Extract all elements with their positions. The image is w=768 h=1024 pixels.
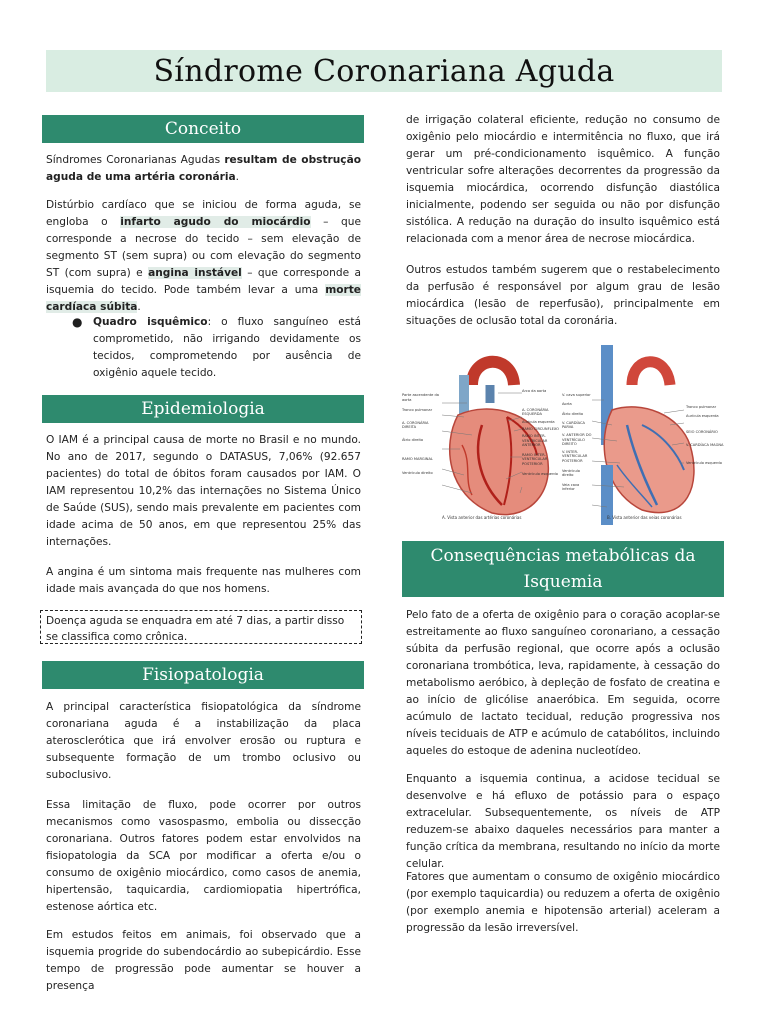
section-heading-fisiopatologia: Fisiopatologia [42, 661, 364, 689]
figure-label: A. CORONÁRIA ESQUERDA [522, 407, 549, 417]
text-segment: . [235, 171, 240, 183]
labels-a-right [522, 389, 564, 476]
text-segment: – que corresponde a necrose do tecido – sem elevação de segmento ST (sem supra) ou com elevação do segmento ST (com supra) e [46, 216, 361, 279]
section-heading-consequencias: Consequências metabólicas da Isquemia [402, 541, 724, 597]
figure-label: V. CARDÍACA MAGNA [686, 442, 724, 447]
figure-label: Ventrículo direito [402, 471, 433, 476]
conceito-bullet-item [93, 314, 361, 382]
figure-label: Ventrículo esquerdo [686, 461, 722, 466]
text-segment: Síndromes Coronarianas Agudas [46, 154, 225, 166]
figure-label: V. INTER-VENTRICULAR POSTERIOR [562, 449, 588, 463]
note-text: Doença aguda se enquadra em até 7 dias, a partir disso se classifica como crônica. [46, 615, 345, 643]
labels-b-left [562, 393, 592, 492]
highlight-angina: angina instável [148, 267, 242, 279]
figure-label: RAMO INTER-VENTRICULAR ANTERIOR [522, 433, 548, 448]
bullet-dot: ● [72, 315, 83, 329]
conceito-paragraph-1 [46, 152, 361, 186]
epidemiologia-paragraph-1: O IAM é a principal causa de morte no Brasil e no mundo. No ano de 2017, segundo o DATASUS, 7,06% (92.657 pacientes) do total de óbitos foram causados por IAM. O IAM representou 10,2% das internações no Sistema Único de Saúde (SUS), sendo mais prevalente em pacientes com idade acima de 50 anos, em que representou 25% das internações. [46, 434, 361, 548]
section-heading-epidemiologia: Epidemiologia [42, 395, 364, 423]
consequencias-paragraph-1: Pelo fato de a oferta de oxigênio para o coração acoplar-se estreitamente ao fluxo sanguíneo coronariano, a cessação súbita da perfusão regional, que ocorre após a oclusão coronariana trombótica, leva, rapidamente, à cessação do metabolismo aeróbico, à depleção de fosfato de creatina e ao início de glicólise anaeróbica. Em seguida, ocorre acúmulo de lactato tecidual, redução progressiva nos níveis teciduais de ATP e acúmulo de catabólitos, incluindo aqueles do estoque de adenina nucleotídeo. [406, 609, 720, 757]
figure-label: Aorta [562, 401, 572, 406]
figure-label: Parte ascendente da aorta [402, 393, 440, 402]
section-heading-conceito: Conceito [42, 115, 364, 143]
figure-caption-b: B. Vista anterior das veias coronárias [607, 515, 682, 520]
highlight-infarto: infarto agudo do miocárdio [120, 216, 311, 228]
epidemiologia-paragraph-2: A angina é um sintoma mais frequente nas mulheres com idade mais avançada do que nos homens. [46, 566, 361, 595]
figure-label: Ventrículo esquerdo [522, 471, 558, 476]
text-segment: – que corresponde a isquemia do tecido. Pode também levar a uma [46, 267, 361, 296]
figure-label: RAMO MARGINAL [402, 456, 433, 461]
fisiopatologia-paragraph-1: A principal característica fisiopatológica da síndrome coronariana aguda é a instabilização da placa aterosclerótica que irá envolver erosão ou ruptura e subsequente formação de um trombo oclusivo ou suboclusivo. [46, 701, 361, 781]
fisiopatologia-paragraph-5: Outros estudos também sugerem que o restabelecimento da perfusão é responsável por algum grau de lesão miocárdica (lesão de reperfusão), principalmente em situações de oclusão total da coronária. [406, 264, 720, 327]
labels-b-right [686, 405, 724, 466]
consequencias-paragraph-2: Enquanto a isquemia continua, a acidose tecidual se desenvolve e há efluxo de potássio para o espaço extracelular. Subsequentemente, os níveis de ATP reduzem-se abaixo daqueles necessários para manter a função crítica da membrana, resultando no início da morte celular. [406, 773, 720, 870]
figure-label: SEIO CORONÁRIO [686, 430, 718, 435]
figure-label: RAMO CIRCUNFLEXO [522, 427, 559, 432]
figure-caption-a: A. Vista anterior das artérias coronárias [442, 515, 522, 520]
heart-anatomy-figure [402, 345, 724, 525]
figure-label: Tronco pulmonar [686, 405, 717, 409]
text-segment: : o fluxo sanguíneo está comprometido, não irrigando devidamente os tecidos, comprometendo por ausência de oxigênio aquele tecido. [93, 316, 361, 379]
figure-label: Átrio direito [402, 437, 424, 442]
title-banner [46, 50, 722, 92]
page-title: Síndrome Coronariana Aguda [153, 53, 615, 89]
text-segment: Distúrbio cardíaco que se iniciou de forma aguda, se engloba o [46, 199, 361, 228]
conceito-paragraph-2 [46, 197, 361, 316]
heart-veins-drawing [604, 345, 694, 525]
highlight-morte-subita: morte cardíaca súbita [46, 284, 361, 313]
figure-label: Átrio direito [562, 412, 584, 417]
figure-label: V. cava superior [562, 393, 591, 397]
figure-label: V. CARDÍACA PARVA [562, 420, 585, 430]
figure-label: Ventrículo direito [562, 468, 581, 478]
figure-label: Veia cava inferior [562, 482, 580, 492]
text-segment: . [137, 301, 141, 313]
figure-label: V. ANTERIOR DO VENTRÍCULO DIREITO [562, 432, 592, 447]
figure-label: Arco da aorta [522, 389, 547, 393]
labels-a-left [402, 393, 442, 476]
fisiopatologia-paragraph-4: de irrigação colateral eficiente, redução no consumo de oxigênio pelo miocárdio e intermitência no fluxo, que irá gerar um pré-condicionamento isquêmico. A função ventricular sofre alterações decorrentes da progressão da isquemia miocárdica, ocorrendo disfunção diastólica inicialmente, podendo ser seguida ou não por disfunção sistólica. A redução na duração do insulto isquêmico está relacionada com a menor área de necrose miocárdica. [406, 114, 720, 245]
fisiopatologia-paragraph-3: Em estudos feitos em animais, foi observado que a isquemia progride do subendocárdio ao subepicárdio. Esse tempo de progressão pode aumentar se houver a presença [46, 929, 361, 992]
fisiopatologia-paragraph-2: Essa limitação de fluxo, pode ocorrer por outros mecanismos como vasospasmo, embolia ou dissecção coronariana. Outros fatores podem estar envolvidos na fisiopatologia da SCA por modificar a oferta e/ou o consumo de oxigênio miocárdico, como casos de anemia, hipertensão, taquicardia, cardiomiopatia hipertrófica, estenose aórtica etc. [46, 799, 361, 913]
note-box [40, 610, 362, 644]
figure-label: RAMO INTER-VENTRICULAR POSTERIOR [522, 452, 548, 466]
consequencias-paragraph-3: Fatores que aumentam o consumo de oxigênio miocárdico (por exemplo taquicardia) ou reduzem a oferta de oxigênio (por exemplo anemia e hipotensão arterial) aceleram a progressão da lesão irreversível. [406, 871, 720, 934]
figure-label: Tronco pulmonar [402, 408, 433, 413]
figure-label: Aurícula esquerda [686, 413, 719, 418]
figure-label: Aurícula esquerda [522, 419, 555, 424]
figure-label: A. CORONÁRIA DIREITA [402, 420, 429, 430]
bold-text: resultam de obstrução aguda de uma artéria coronária [46, 154, 361, 183]
bold-text: Quadro isquêmico [93, 316, 208, 328]
